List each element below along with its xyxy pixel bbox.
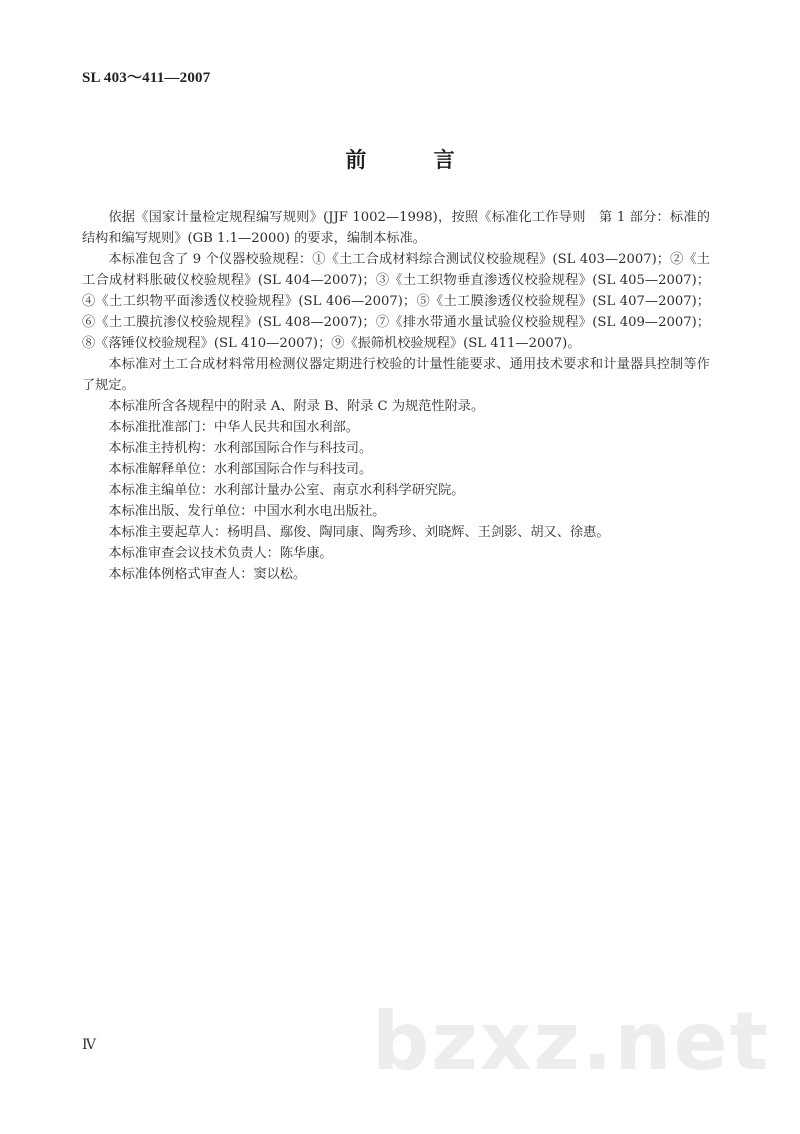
paragraph-host-org: 本标准主持机构：水利部国际合作与科技司。 [108,441,373,456]
page-number: Ⅳ [82,1038,96,1053]
paragraph-drafters: 本标准主要起草人：杨明昌、鄢俊、陶同康、陶秀珍、刘晓辉、王剑影、胡又、徐惠。 [108,525,610,540]
paragraph-appendix: 本标准所含各规程中的附录 A、附录 B、附录 C 为规范性附录。 [108,399,485,414]
paragraph-basis: 依据《国家计量检定规程编写规则》(JJF 1002—1998)，按照《标准化工作导则 第 1 部分：标准的结构和编写规则》(GB 1.1—2000) 的要求，编制本标准。 [82,210,710,246]
paragraph-interpretation-org: 本标准解释单位：水利部国际合作与科技司。 [108,462,373,477]
paragraph-format-reviewer: 本标准体例格式审查人：窦以松。 [108,567,307,582]
standard-code-header: SL 403～411—2007 [82,70,211,86]
paragraph-chief-editor: 本标准主编单位：水利部计量办公室、南京水利科学研究院。 [108,483,465,498]
paragraph-tech-lead: 本标准审查会议技术负责人：陈华康。 [108,546,333,561]
paragraph-scope: 本标准对土工合成材料常用检测仪器定期进行校验的计量性能要求、通用技术要求和计量器具控制等作了规定。 [82,357,710,393]
paragraph-contents: 本标准包含了 9 个仪器校验规程：①《土工合成材料综合测试仪校验规程》(SL 403—2007)；②《土工合成材料胀破仪校验规程》(SL 404—2007)；③《土工织物垂直渗透仪校验规程》(SL 405—2007)；④《土工织物平面渗透仪校验规程》(SL 406—2007)；⑤《土工膜渗透仪校验规程》(SL 407—2007)；⑥《土工膜抗渗仪校验规程》(SL 408—2007)；⑦《排水带通水量试验仪校验规程》(SL 409—2007)；⑧《落锤仪校验规程》(SL 410—2007)；⑨《振筛机校验规程》(SL 411—2007)。 [82,252,710,351]
page-title: 前 言 [345,148,485,172]
paragraph-publisher: 本标准出版、发行单位：中国水利水电出版社。 [108,504,386,519]
foreword-body [82,207,710,585]
paragraph-approval-dept: 本标准批准部门：中华人民共和国水利部。 [108,420,359,435]
watermark: bzxz.net [372,995,770,1088]
